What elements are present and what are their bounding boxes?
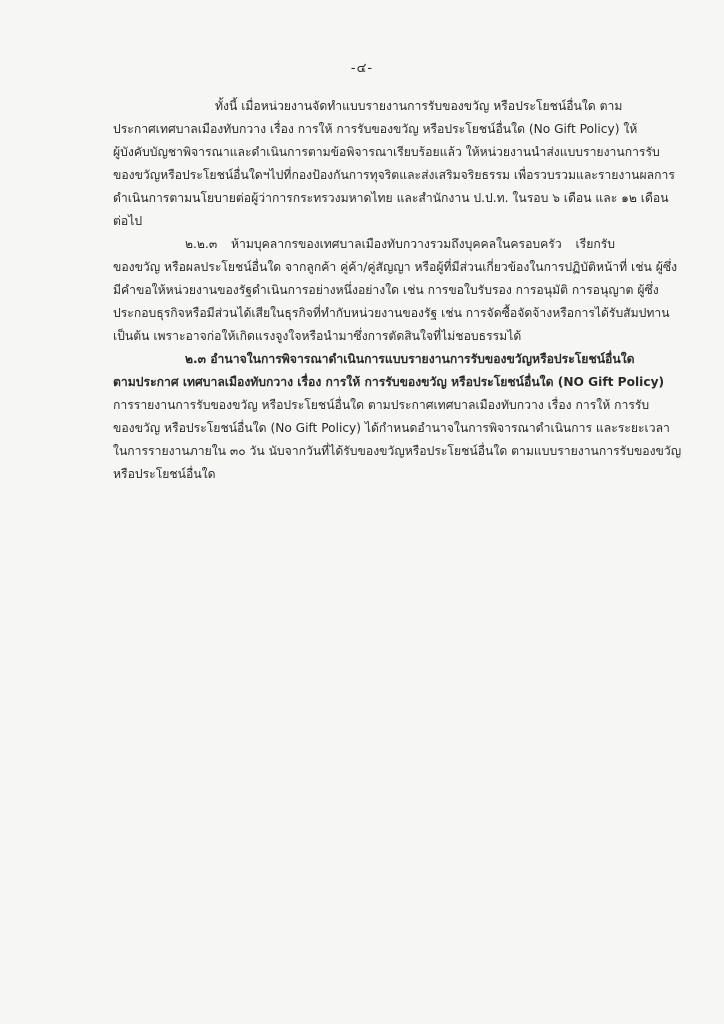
paragraph-1-line-2: ประกาศเทศบาลเมืองทับกวาง เรื่อง การให้ การรับของขวัญ หรือประโยชน์อื่นใด (No Gift Policy) ให้ [113,122,638,136]
paragraph-2-line-5: เป็นต้น เพราะอาจก่อให้เกิดแรงจูงใจหรือนำมาซึ่งการตัดสินใจที่ไม่ชอบธรรมได้ [113,329,522,343]
paragraph-2-line-4: ประกอบธุรกิจหรือมีส่วนได้เสียในธุรกิจที่ทำกับหน่วยงานของรัฐ เช่น การจัดซื้อจัดจ้างหรือการได้รับสัมปทาน [113,306,670,320]
paragraph-2-line-3: มีคำขอให้หน่วยงานของรัฐดำเนินการอย่างหนึ่งอย่างใด เช่น การขอใบรับรอง การอนุมัติ การอนุญาต ผู้ซึ่ง [113,283,659,297]
section-heading-line-2: ตามประกาศ เทศบาลเมืองทับกวาง เรื่อง การให้ การรับของขวัญ หรือประโยชน์อื่นใด (NO Gift Policy) [113,375,665,389]
section-body-line-3: ในการรายงานภายใน ๓๐ วัน นับจากวันที่ได้รับของขวัญหรือประโยชน์อื่นใด ตามแบบรายงานการรับของขวัญ [113,444,682,458]
paragraph-1-line-4: ของขวัญหรือประโยชน์อื่นใดฯไปที่กองป้องกันการทุจริตและส่งเสริมจริยธรรม เพื่อรวบรวมและรายงานผลการ [113,168,675,182]
section-body-line-4: หรือประโยชน์อื่นใด [113,467,216,481]
paragraph-2-line-1: ๒.๒.๓ ห้ามบุคลากรของเทศบาลเมืองทับกวางรวมถึงบุคคลในครอบครัว เรียกรับ [185,237,615,251]
section-heading-line-1: ๒.๓ อำนาจในการพิจารณาดำเนินการแบบรายงานการรับของขวัญหรือประโยชน์อื่นใด [185,352,635,366]
paragraph-2-line-2: ของขวัญ หรือผลประโยชน์อื่นใด จากลูกค้า คู่ค้า/คู่สัญญา หรือผู้ที่มีส่วนเกี่ยวข้องในการปฏิบัติหน้าที่ เช่น ผู้ซึ่ง [113,260,678,274]
paragraph-1-line-6: ต่อไป [113,214,143,228]
paragraph-1-line-1: ทั้งนี้ เมื่อหน่วยงานจัดทำแบบรายงานการรับของขวัญ หรือประโยชน์อื่นใด ตาม [215,99,623,113]
paragraph-1-line-5: ดำเนินการตามนโยบายต่อผู้ว่าการกระทรวงมหาดไทย และสำนักงาน ป.ป.ท. ในรอบ ๖ เดือน และ ๑๒ เดือน [113,191,669,205]
page-number: -๔- [350,61,374,76]
section-body-line-2: ของขวัญ หรือประโยชน์อื่นใด (No Gift Policy) ได้กำหนดอำนาจในการพิจารณาดำเนินการ และระยะเวลา [113,421,670,435]
section-body-line-1: การรายงานการรับของขวัญ หรือประโยชน์อื่นใด ตามประกาศเทศบาลเมืองทับกวาง เรื่อง การให้ การรับ [113,398,650,412]
paragraph-1-line-3: ผู้บังคับบัญชาพิจารณาและดำเนินการตามข้อพิจารณาเรียบร้อยแล้ว ให้หน่วยงานนำส่งแบบรายงานการรับ [113,145,660,159]
